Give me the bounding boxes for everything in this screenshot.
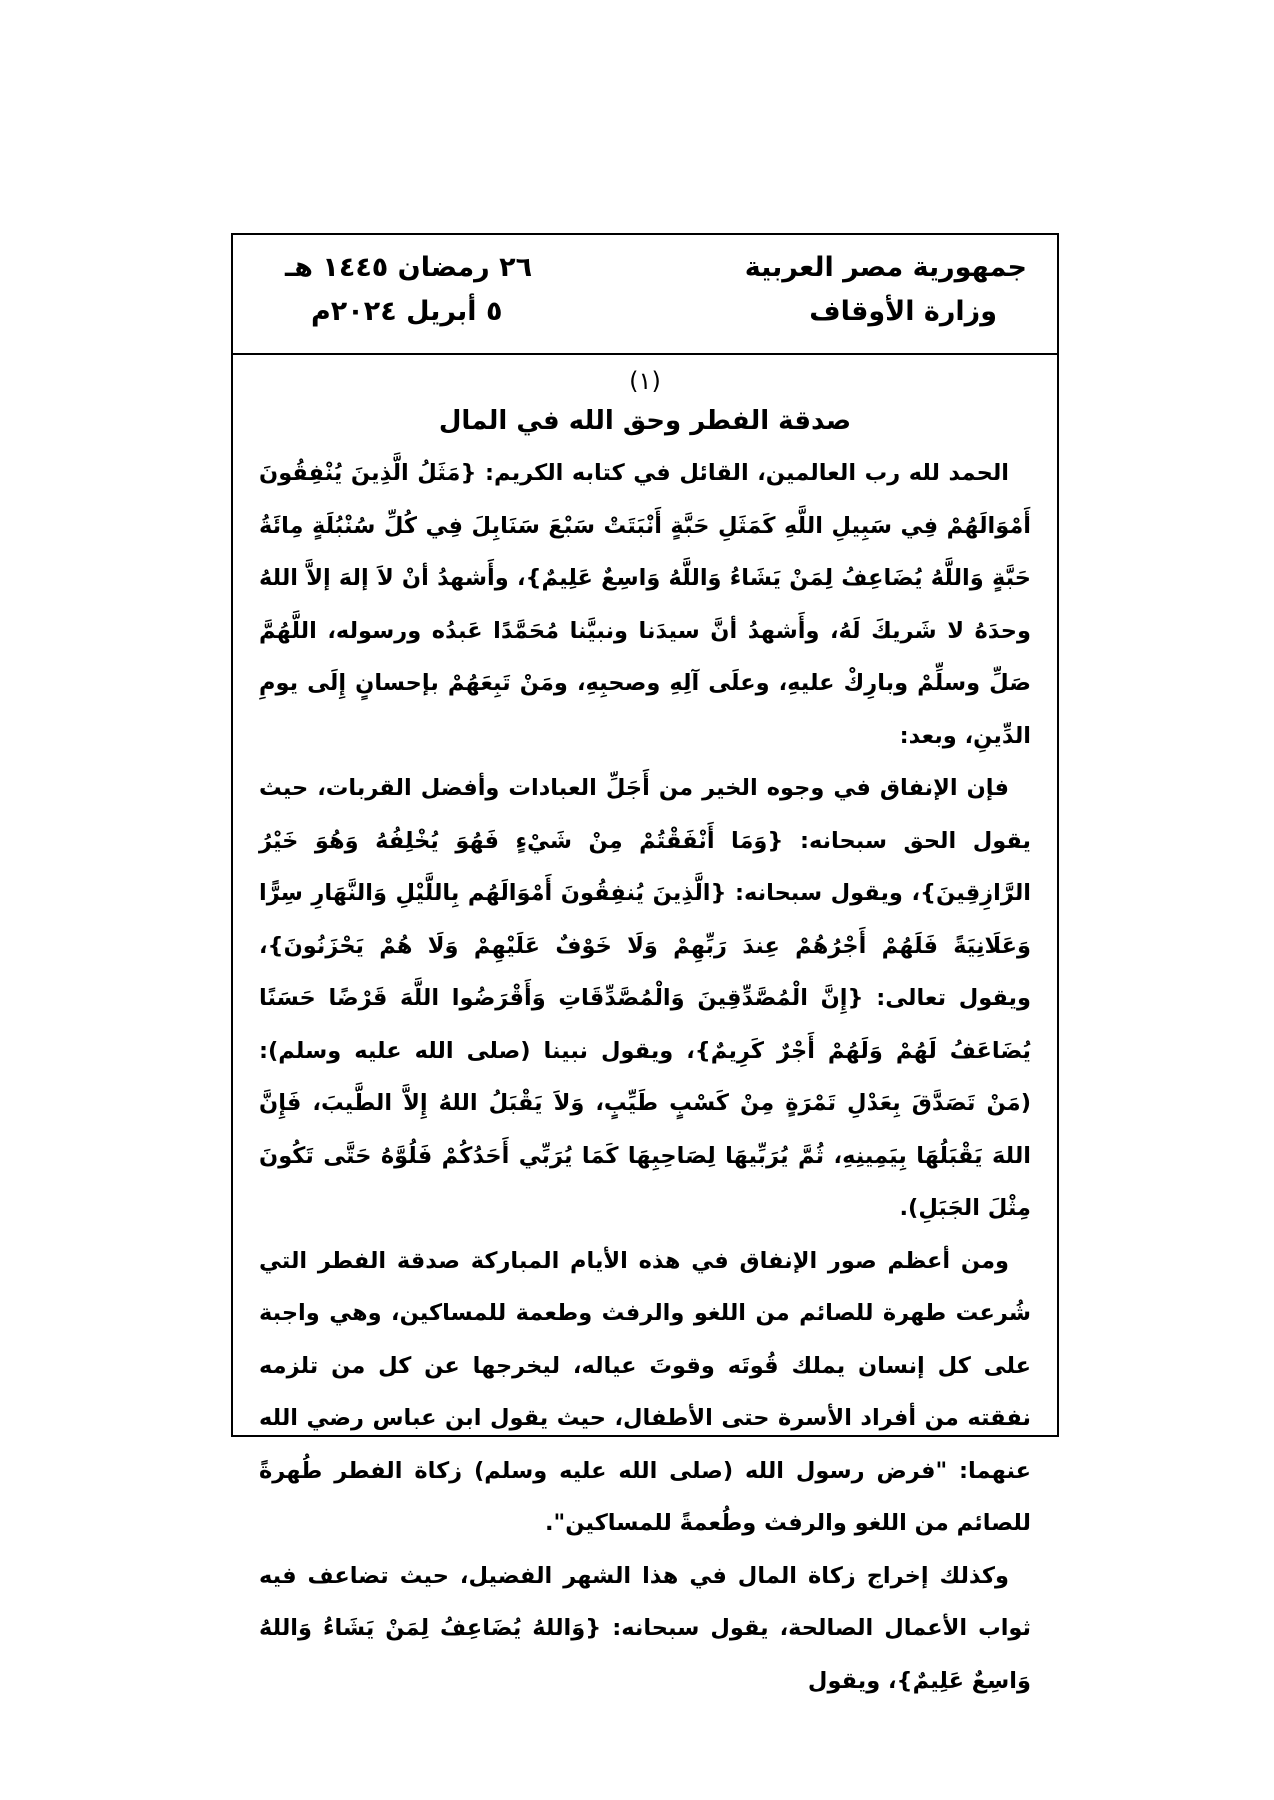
ministry-name: وزارة الأوقاف	[809, 296, 997, 327]
paragraph-intro: الحمد لله رب العالمين، القائل في كتابه الكريم: {مَثَلُ الَّذِينَ يُنْفِقُونَ أَمْوَالَهُمْ فِي سَبِيلِ اللَّهِ كَمَثَلِ حَبَّةٍ أَنْبَتَتْ سَبْعَ سَنَابِلَ فِي كُلِّ سُنْبُلَةٍ مِائَةُ حَبَّةٍ وَاللَّهُ يُضَاعِفُ لِمَنْ يَشَاءُ وَاللَّهُ وَاسِعٌ عَلِيمٌ}، وأَشهدُ أنْ لاَ إلهَ إلاَّ اللهُ وحدَهُ لا شَريكَ لَهُ، وأَشهدُ أنَّ سيدَنا ونبيَّنا مُحَمَّدًا عَبدُه ورسوله، اللَّهُمَّ صَلِّ وسلِّمْ وبارِكْ عليهِ، وعلَى آلِهِ وصحبِهِ، ومَنْ تَبِعَهُمْ بإحسانٍ إِلَى يومِ الدِّينِ، وبعد:	[259, 460, 1031, 749]
paragraph-zakat-fitr: ومن أعظم صور الإنفاق في هذه الأيام المباركة صدقة الفطر التي شُرعت طهرة للصائم من اللغو والرفث وطعمة للمساكين، وهي واجبة على كل إنسان يملك قُوتَه وقوتَ عياله، ليخرجها عن كل من تلزمه نفقته من أفراد الأسرة حتى الأطفال، حيث يقول ابن عباس رضي الله عنهما: "فرض رسول الله (صلى الله عليه وسلم) زكاة الفطر طُهرةً للصائم من اللغو والرفث وطُعمةً للمساكين".	[259, 1247, 1031, 1536]
page-number: (١)	[629, 367, 661, 395]
document-header	[233, 235, 1057, 355]
hijri-date: ٢٦ رمضان ١٤٤٥ هـ	[285, 252, 533, 283]
document-frame	[231, 233, 1059, 1694]
country-name: جمهورية مصر العربية	[744, 252, 1027, 283]
paragraph-spending: فإن الإنفاق في وجوه الخير من أَجَلِّ العبادات وأفضل القربات، حيث يقول الحق سبحانه: {وَمَا أَنْفَقْتُمْ مِنْ شَيْءٍ فَهُوَ يُخْلِفُهُ وَهُوَ خَيْرُ الرَّازِقِينَ}، ويقول سبحانه: {الَّذِينَ يُنفِقُونَ أَمْوَالَهُم بِاللَّيْلِ وَالنَّهَارِ سِرًّا وَعَلَانِيَةً فَلَهُمْ أَجْرُهُمْ عِندَ رَبِّهِمْ وَلَا خَوْفٌ عَلَيْهِمْ وَلَا هُمْ يَحْزَنُونَ}، ويقول تعالى: {إِنَّ الْمُصَّدِّقِينَ وَالْمُصَّدِّقَاتِ وَأَقْرَضُوا اللَّهَ قَرْضًا حَسَنًا يُضَاعَفُ لَهُمْ وَلَهُمْ أَجْرٌ كَرِيمٌ}، ويقول نبينا (صلى الله عليه وسلم): (مَنْ تَصَدَّقَ بِعَدْلِ تَمْرَةٍ مِنْ كَسْبٍ طَيِّبٍ، وَلاَ يَقْبَلُ اللهُ إِلاَّ الطَّيبَ، فَإِنَّ اللهَ يَقْبَلُهَا بِيَمِينِهِ، ثُمَّ يُرَبِّيهَا لِصَاحِبِهَا كَمَا يُرَبِّي أَحَدُكُمْ فَلُوَّهُ حَتَّى تَكُونَ مِثْلَ الجَبَلِ).	[259, 775, 1031, 1221]
document-title: صدقة الفطر وحق الله في المال	[438, 406, 852, 436]
paragraph-zakat-mal: وكذلك إخراج زكاة المال في هذا الشهر الفضيل، حيث تضاعف فيه ثواب الأعمال الصالحة، يقول سبحانه: {وَاللهُ يُضَاعِفُ لِمَنْ يَشَاءُ وَاللهُ وَاسِعٌ عَلِيمٌ}، ويقول	[259, 1562, 1031, 1694]
document-body	[259, 363, 1031, 1707]
gregorian-date: ٥ أبريل ٢٠٢٤م	[311, 296, 503, 327]
